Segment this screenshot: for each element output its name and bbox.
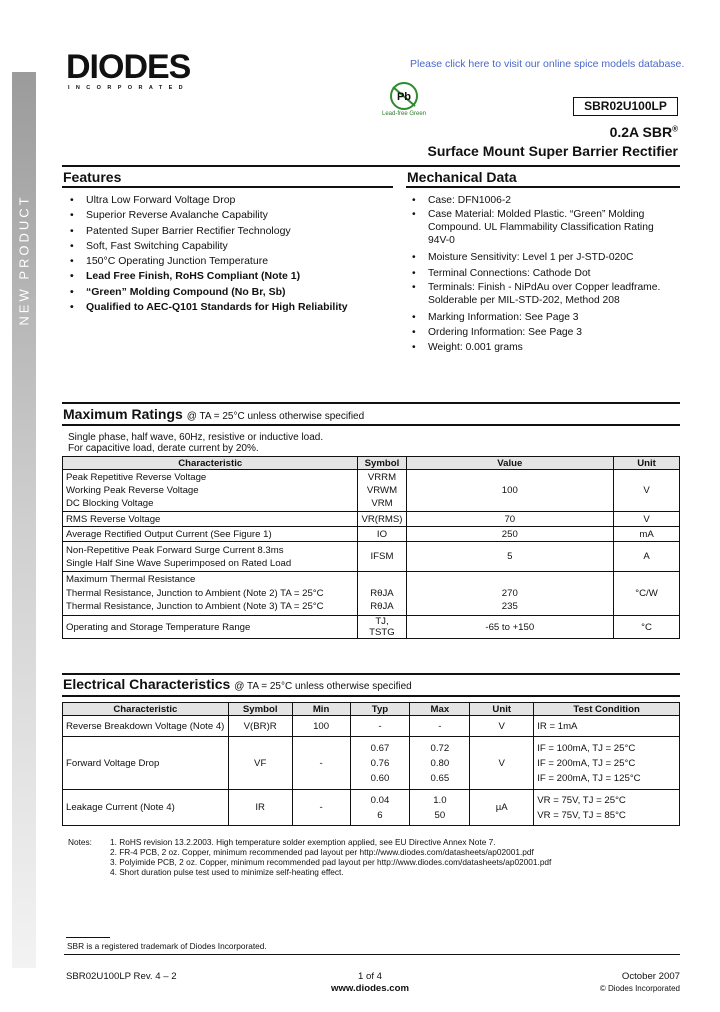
electrical-table [62, 702, 680, 826]
list-item: • Moisture Sensitivity: Level 1 per J-STD-020C [408, 250, 674, 265]
list-item: • Case Material: Molded Plastic. “Green” Molding Compound. UL Flammability Classification Rating 94V-0 [408, 208, 674, 247]
table-row: Operating and Storage Temperature Range TJ, TSTG -65 to +150 °C [63, 616, 680, 639]
list-item: • Case: DFN1006-2 [408, 193, 674, 208]
list-item: • 150°C Operating Junction Temperature [66, 254, 396, 269]
list-item: • Terminal Connections: Cathode Dot [408, 266, 674, 281]
footer-page: 1 of 4 [357, 971, 382, 982]
max-ratings-heading: Maximum Ratings @ TA = 25°C unless otherwise specified [63, 406, 365, 422]
table-row: Leakage Current (Note 4) IR - 0.04 6 1.0 50 µA VR = 75V, TJ = 25°C VR = 75V, TJ = 85°C [63, 790, 680, 826]
mechanical-heading: Mechanical Data [407, 169, 517, 185]
footer-website: www.diodes.com [330, 983, 409, 994]
trademark-note: SBR is a registered trademark of Diodes Incorporated. [67, 941, 267, 951]
max-ratings-note: For capacitive load, derate current by 20%. [68, 443, 259, 454]
product-title: 0.2A SBR® [609, 124, 678, 140]
features-heading: Features [63, 169, 122, 185]
list-item: • Patented Super Barrier Rectifier Technology [66, 224, 396, 239]
footer-doc-id: SBR02U100LP Rev. 4 – 2 [66, 971, 177, 982]
table-row: Average Rectified Output Current (See Figure 1) IO 250 mA [63, 527, 680, 542]
table-row: RMS Reverse Voltage VR(RMS) 70 V [63, 512, 680, 527]
max-ratings-condition: @ TA = 25°C unless otherwise specified [186, 411, 365, 422]
footnote-rule [66, 937, 110, 938]
footer-copyright: © Diodes Incorporated [599, 984, 680, 993]
section-rule [62, 673, 680, 675]
list-item: • Soft, Fast Switching Capability [66, 239, 396, 254]
company-logo: DIODES [66, 48, 191, 86]
table-row: Forward Voltage Drop VF - 0.67 0.76 0.60 0.72 0.80 0.65 V IF = 100mA, TJ = 25°C IF = 200mA, TJ = 25°C IF = 200mA, TJ = 125°C [63, 737, 680, 790]
max-ratings-note: Single phase, half wave, 60Hz, resistive or inductive load. [68, 432, 324, 443]
table-row: Maximum Thermal Resistance Thermal Resistance, Junction to Ambient (Note 2) TA = 25°C Thermal Resistance, Junction to Ambient (Note 3) TA = 25°C RθJA RθJA 270 235 °C/W [63, 572, 680, 616]
list-item: • Ordering Information: See Page 3 [408, 325, 674, 340]
list-item: • Marking Information: See Page 3 [408, 310, 674, 325]
section-rule [62, 695, 680, 697]
product-subtitle: Surface Mount Super Barrier Rectifier [427, 143, 678, 159]
section-rule [406, 186, 680, 188]
section-rule [62, 186, 393, 188]
section-rule [62, 424, 680, 426]
side-banner-label: NEW PRODUCT [16, 194, 32, 326]
features-list [66, 193, 396, 315]
electrical-heading: Electrical Characteristics @ TA = 25°C unless otherwise specified [63, 676, 412, 692]
lead-free-label: Lead-free Green [381, 111, 427, 117]
spice-models-link[interactable]: Please click here to visit our online spice models database. [410, 58, 685, 70]
table-row: Non-Repetitive Peak Forward Surge Current 8.3ms Single Half Sine Wave Superimposed on Rated Load IFSM 5 A [63, 542, 680, 572]
max-ratings-table [62, 456, 680, 639]
list-item: • Lead Free Finish, RoHS Compliant (Note 1) [66, 269, 396, 284]
note-item: 2. FR-4 PCB, 2 oz. Copper, minimum recommended pad layout per http://www.diodes.com/datasheets/ap02001.pdf [110, 847, 534, 857]
section-rule [62, 402, 680, 404]
list-item: • Superior Reverse Avalanche Capability [66, 208, 396, 223]
section-rule [62, 165, 680, 167]
table-row: Peak Repetitive Reverse Voltage Working Peak Reverse Voltage DC Blocking Voltage VRRM VRWM VRM 100 V [63, 470, 680, 512]
table-header-row: Characteristic Symbol Value Unit [63, 457, 680, 470]
notes-label: Notes: [68, 837, 92, 847]
list-item: • Qualified to AEC-Q101 Standards for High Reliability [66, 300, 396, 315]
note-item: 4. Short duration pulse test used to minimize self-heating effect. [110, 867, 344, 877]
footer-rule [64, 954, 680, 955]
pb-symbol: Pb [396, 91, 412, 103]
electrical-condition: @ TA = 25°C unless otherwise specified [234, 681, 412, 692]
list-item: • Ultra Low Forward Voltage Drop [66, 193, 396, 208]
note-item: 3. Polyimide PCB, 2 oz. Copper, minimum recommended pad layout per http://www.diodes.com/datasheets/ap02001.pdf [110, 857, 552, 867]
footer-date: October 2007 [621, 971, 680, 982]
mechanical-list [408, 193, 674, 356]
list-item: • Terminals: Finish - NiPdAu over Copper leadframe. Solderable per MIL-STD-202, Method 208 [408, 281, 674, 307]
table-header-row: Characteristic Symbol Min Typ Max Unit Test Condition [63, 703, 680, 716]
list-item: • “Green” Molding Compound (No Br, Sb) [66, 285, 396, 300]
note-item: 1. RoHS revision 13.2.2003. High temperature solder exemption applied, see EU Directive Annex Note 7. [110, 837, 496, 847]
company-logo-subtitle: INCORPORATED [68, 85, 190, 91]
part-number-box: SBR02U100LP [573, 97, 678, 116]
table-row: Reverse Breakdown Voltage (Note 4) V(BR)R 100 - - V IR = 1mA [63, 716, 680, 737]
list-item: • Weight: 0.001 grams [408, 340, 674, 355]
